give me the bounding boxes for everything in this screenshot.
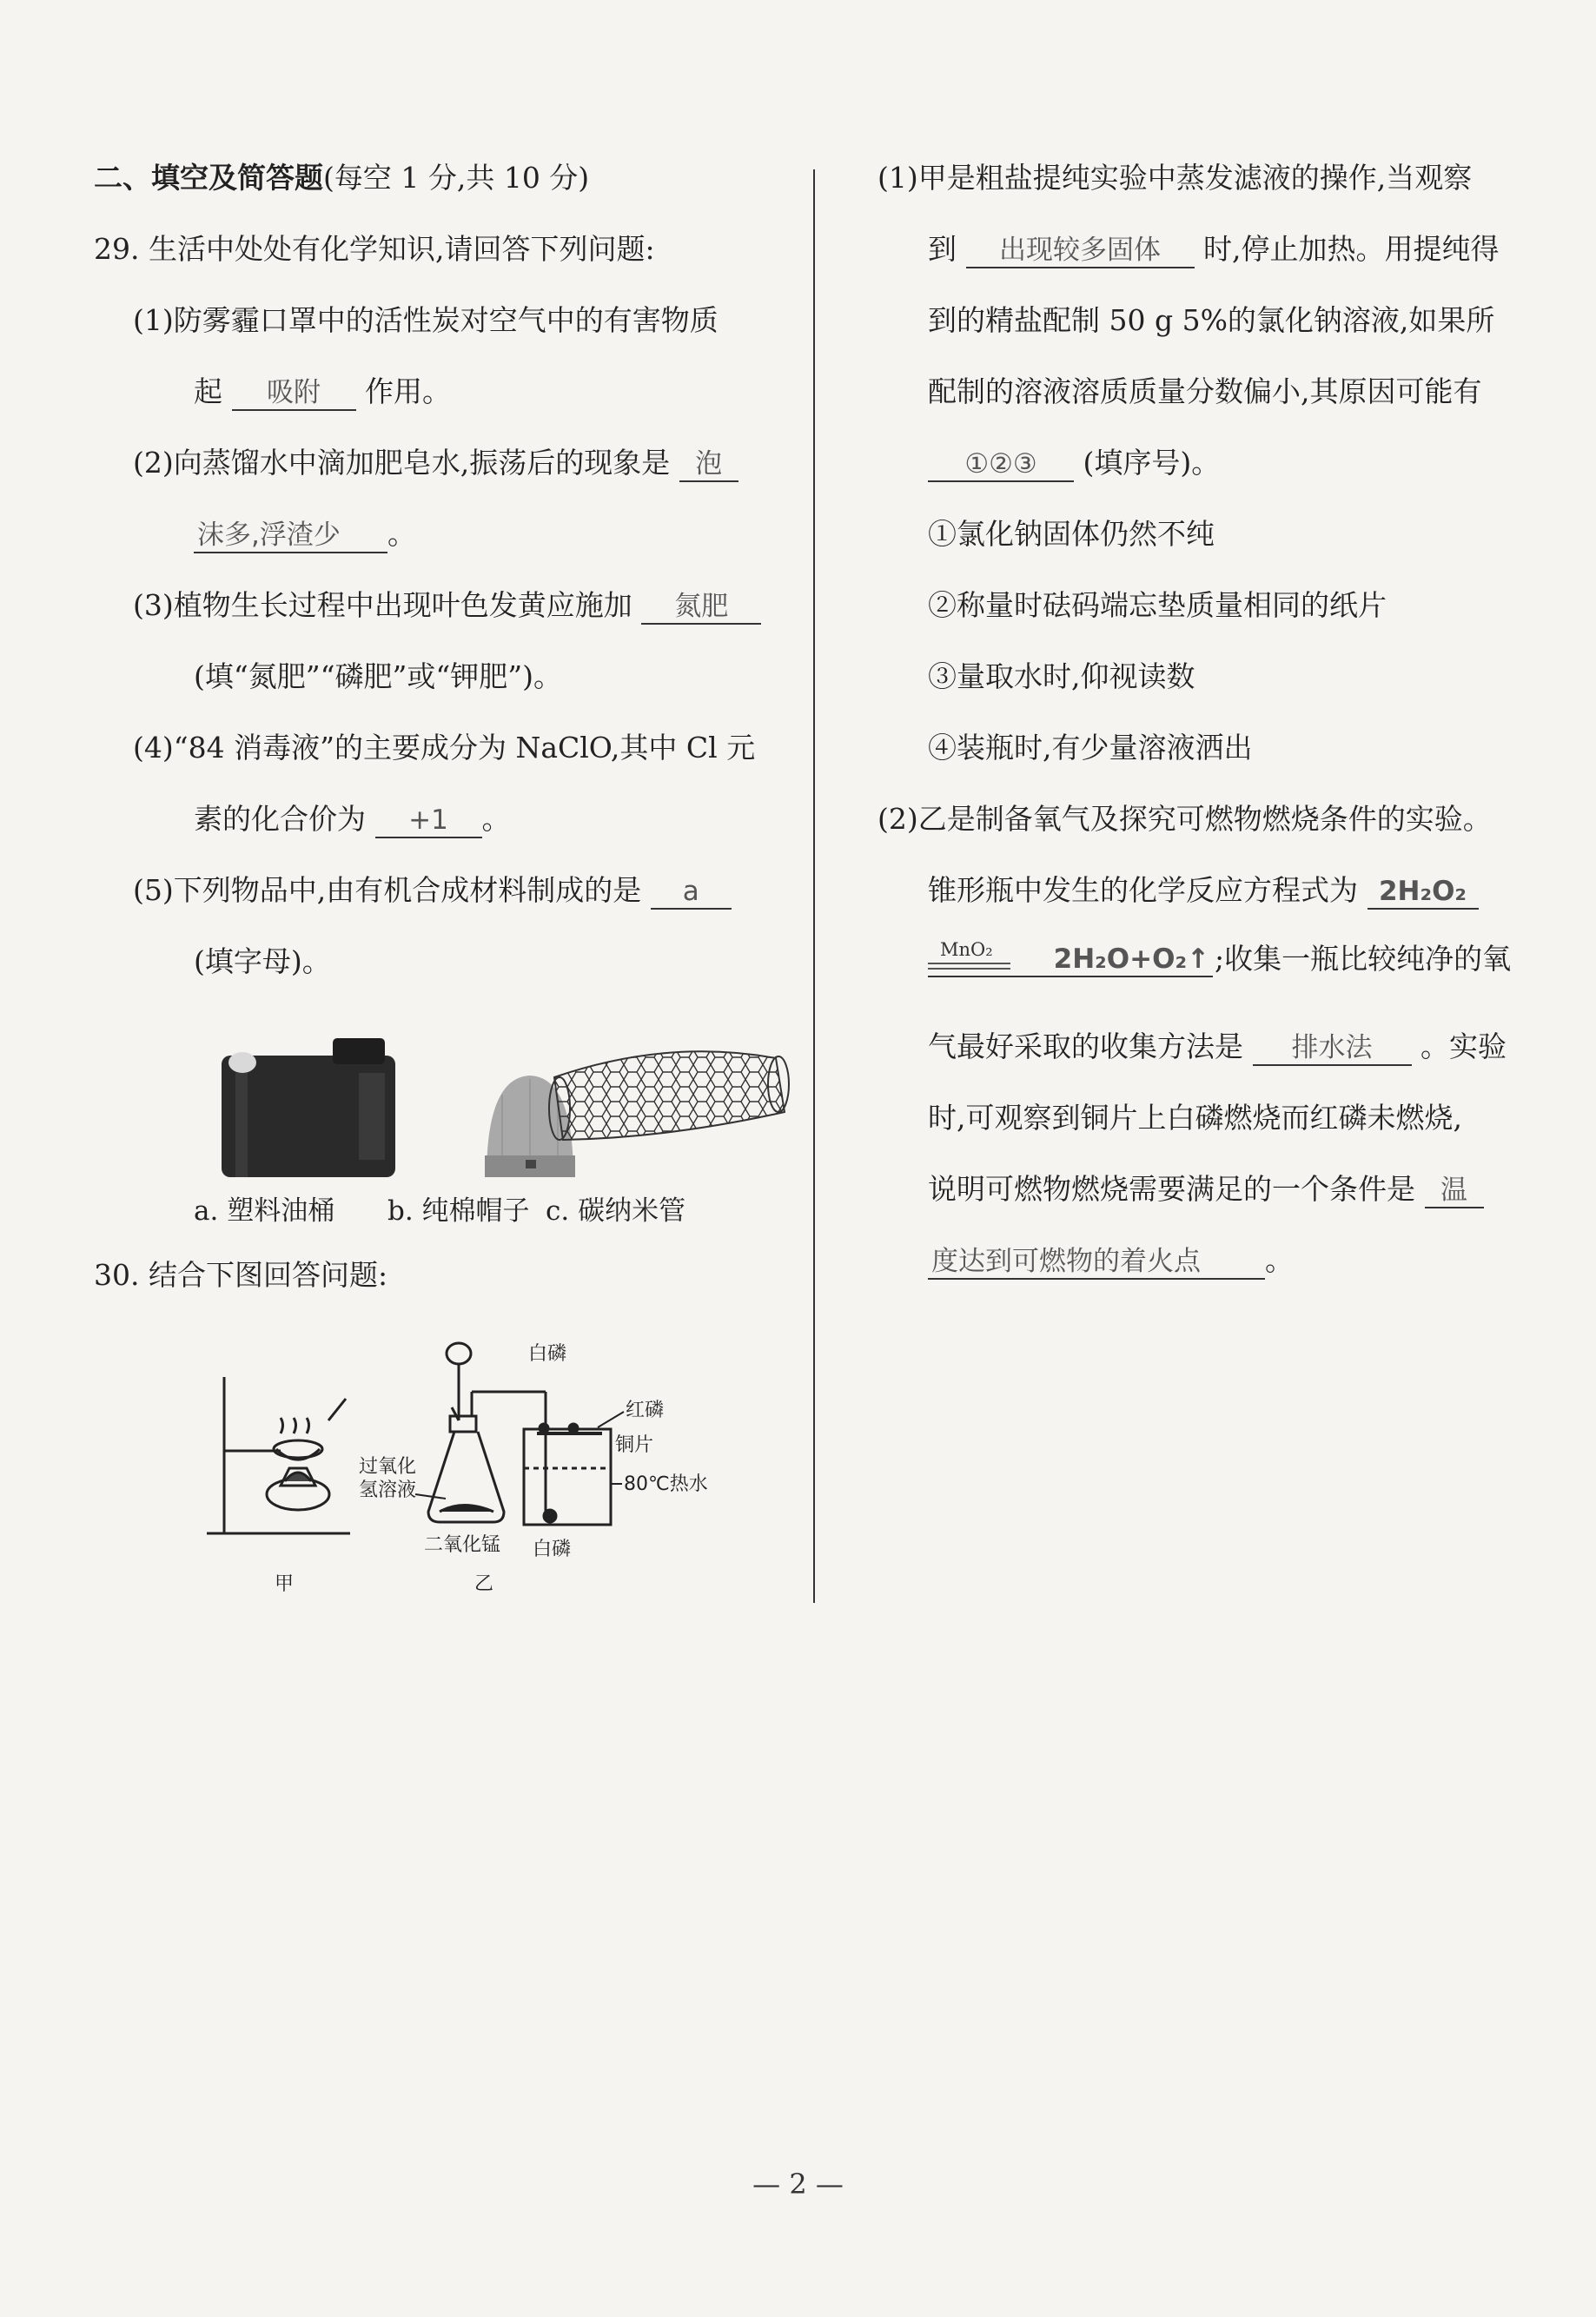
q29-part2-line1 <box>133 446 738 482</box>
section-heading <box>94 161 589 195</box>
label-mno2: 二氧化锰 <box>424 1534 501 1556</box>
q29-part5-line2: (填字母)。 <box>194 944 331 978</box>
answer-blank-stop-heating: 出现较多固体 <box>966 234 1195 268</box>
q30-part1-line5 <box>928 446 1220 482</box>
q29-p1-post: 作用。 <box>365 374 451 408</box>
q30-stem: 30. 结合下图回答问题: <box>94 1258 388 1292</box>
q30-r1-post: 时,停止加热。用提纯得 <box>1203 232 1500 266</box>
answer-blank-condition-b: 度达到可燃物的着火点 <box>928 1245 1265 1280</box>
option-3: ③量取水时,仰视读数 <box>928 659 1195 693</box>
plastic-jerrycan-image <box>211 1038 420 1186</box>
q30-r1-e-post: (填序号)。 <box>1083 446 1221 480</box>
label-h2o2-line2: 氢溶液 <box>359 1480 417 1501</box>
label-h2o2-line1: 过氧化 <box>359 1456 417 1478</box>
q29-p2-post: 。 <box>387 517 416 551</box>
q30-part1-line1: (1)甲是粗盐提纯实验中蒸发滤液的操作,当观察 <box>877 161 1473 195</box>
experiment-apparatus-diagram <box>198 1338 858 1599</box>
q30-part2-line7 <box>928 1243 1294 1280</box>
label-copper-sheet: 铜片 <box>615 1434 654 1456</box>
answer-blank-foam-a: 泡 <box>679 447 738 482</box>
q29-stem: 29. 生活中处处有化学知识,请回答下列问题: <box>94 232 655 266</box>
item-c-caption: c. 碳纳米管 <box>546 1195 686 1227</box>
q30-part2-line6 <box>928 1172 1484 1208</box>
option-1: ①氯化钠固体仍然不纯 <box>928 517 1215 551</box>
q29-part3-line2: (填“氮肥”“磷肥”或“钾肥”)。 <box>194 659 562 693</box>
answer-blank-adsorption: 吸附 <box>232 376 356 411</box>
answer-blank-valence: +1 <box>375 804 482 838</box>
label-red-phosphorus: 红磷 <box>626 1400 665 1421</box>
q30-r1-pre: 到 <box>928 232 957 266</box>
q30-part2-line1: (2)乙是制备氧气及探究可燃物燃烧条件的实验。 <box>877 802 1492 836</box>
section-note: (每空 1 分,共 10 分) <box>323 161 590 195</box>
q30-r2-f-pre: 说明可燃物燃烧需要满足的一个条件是 <box>928 1172 1415 1206</box>
oxygen-combustion-setup-figure <box>428 1343 611 1525</box>
q30-part1-line2 <box>928 232 1500 268</box>
answer-blank-foam-b: 沫多,浮渣少 <box>194 519 387 553</box>
q29-part4-line1: (4)“84 消毒液”的主要成分为 NaClO,其中 Cl 元 <box>133 731 756 765</box>
q29-part4-line2 <box>194 802 511 838</box>
q30-r2-d-post: 。实验 <box>1421 1029 1507 1063</box>
q29-part1-line2 <box>194 374 451 411</box>
answer-blank-reasons: ①②③ <box>928 447 1074 482</box>
answer-blank-equation-left: 2H₂O₂ <box>1368 875 1479 910</box>
option-4: ④装瓶时,有少量溶液洒出 <box>928 731 1253 765</box>
q30-part2-line2 <box>928 873 1479 910</box>
item-b-caption: b. 纯棉帽子 <box>387 1195 530 1227</box>
q30-part1-line3: 到的精盐配制 50 g 5%的氯化钠溶液,如果所 <box>928 303 1495 337</box>
catalyst-label: MnO₂ <box>940 939 993 960</box>
label-figure-jia: 甲 <box>275 1573 295 1595</box>
q29-part3-line1 <box>133 588 761 625</box>
q30-r2-g-post: 。 <box>1265 1243 1294 1277</box>
answer-blank-condition-a: 温 <box>1425 1174 1484 1208</box>
answer-blank-equation-right: 2H₂O+O₂↑ <box>928 943 1213 977</box>
page-number: — 2 — <box>752 2168 844 2201</box>
answer-blank-collection-method: 排水法 <box>1253 1031 1412 1066</box>
answer-blank-nitrogen: 氮肥 <box>641 590 761 625</box>
label-white-phosphorus-bottom: 白磷 <box>533 1539 572 1560</box>
q29-part1-line1: (1)防雾霾口罩中的活性炭对空气中的有害物质 <box>133 303 719 337</box>
q29-p2-pre: (2)向蒸馏水中滴加肥皂水,振荡后的现象是 <box>133 446 671 480</box>
q30-part2-line4 <box>928 1029 1507 1066</box>
carbon-nanotube-image <box>537 1043 798 1147</box>
q30-part2-line5: 时,可观察到铜片上白磷燃烧而红磷未燃烧, <box>928 1101 1462 1135</box>
option-2: ②称量时砝码端忘垫质量相同的纸片 <box>928 588 1387 622</box>
q30-r2-pre: 锥形瓶中发生的化学反应方程式为 <box>928 873 1358 907</box>
q29-p4-pre: 素的化合价为 <box>194 802 366 836</box>
q29-p3-pre: (3)植物生长过程中出现叶色发黄应施加 <box>133 588 632 622</box>
q29-part5-line1 <box>133 873 732 910</box>
q29-p5-pre: (5)下列物品中,由有机合成材料制成的是 <box>133 873 642 907</box>
item-a-caption: a. 塑料油桶 <box>194 1195 335 1227</box>
evaporation-setup-figure <box>207 1377 350 1533</box>
q30-r2-d-pre: 气最好采取的收集方法是 <box>928 1029 1243 1063</box>
label-hot-water: 80℃热水 <box>624 1473 708 1495</box>
answer-blank-material: a <box>651 875 732 910</box>
q30-part1-line4: 配制的溶液溶质质量分数偏小,其原因可能有 <box>928 374 1482 408</box>
q29-part2-line2 <box>194 517 416 553</box>
section-title: 二、填空及简答题 <box>94 161 323 195</box>
q29-p1-pre: 起 <box>194 374 222 408</box>
label-white-phosphorus-top: 白磷 <box>528 1343 567 1365</box>
q29-p4-post: 。 <box>481 802 511 836</box>
q30-r2-c-post: ;收集一瓶比较纯净的氧 <box>1215 942 1512 976</box>
label-figure-yi: 乙 <box>474 1573 494 1595</box>
